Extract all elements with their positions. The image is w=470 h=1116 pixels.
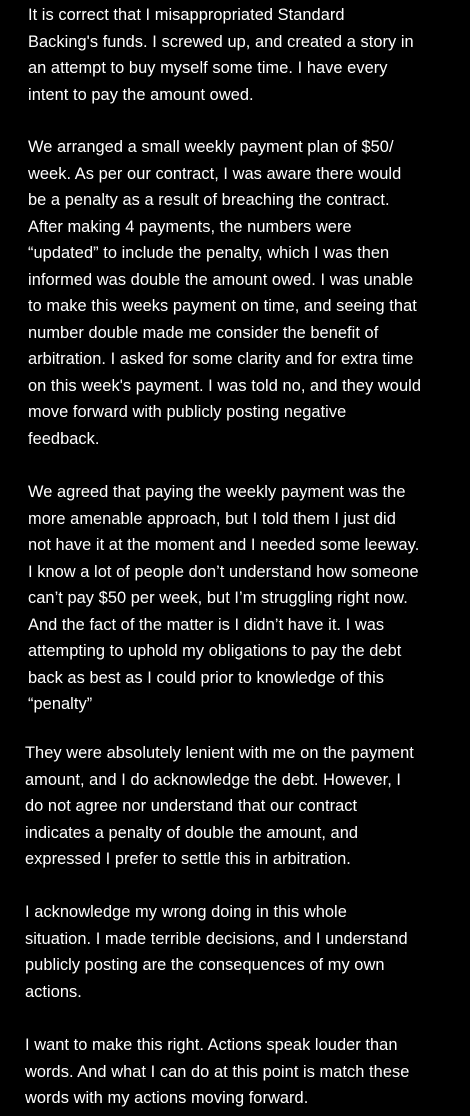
- text-line: I acknowledge my wrong doing in this whole: [25, 903, 347, 921]
- text-line: They were absolutely lenient with me on the payment: [25, 744, 414, 762]
- paragraph-5: [25, 899, 408, 1005]
- text-line: attempting to uphold my obligations to pay the debt: [28, 642, 402, 660]
- text-line: move forward with publicly posting negative: [28, 403, 347, 421]
- text-line: feedback.: [28, 429, 100, 448]
- text-line: I know a lot of people don’t understand how someone: [28, 562, 419, 581]
- text-line: And the fact of the matter is I didn’t have it. I was: [28, 615, 385, 634]
- paragraph-1: [28, 2, 414, 108]
- paragraph-4: [25, 740, 414, 873]
- text-line: do not agree nor understand that our contract: [25, 797, 358, 815]
- paragraph-2: [28, 134, 421, 452]
- text-line: “penalty”: [28, 695, 93, 713]
- text-line: on this week's payment. I was told no, and they would: [28, 376, 421, 395]
- text-line: week. As per our contract, I was aware there would: [28, 164, 402, 183]
- text-line: number double made me consider the benefit of: [28, 323, 379, 342]
- text-line: expressed I prefer to settle this in arbitration.: [25, 850, 351, 868]
- text-line: I want to make this right. Actions speak louder than: [25, 1036, 398, 1054]
- text-line: can’t pay $50 per week, but I’m struggling right now.: [28, 589, 408, 607]
- text-line: arbitration. I asked for some clarity and for extra time: [28, 350, 414, 368]
- text-line: “updated” to include the penalty, which I was then: [28, 244, 390, 262]
- text-line: more amenable approach, but I told them I just did: [28, 509, 396, 528]
- text-line: Backing's funds. I screwed up, and created a story in: [28, 32, 414, 51]
- paragraph-6: [25, 1032, 409, 1112]
- text-line: amount, and I do acknowledge the debt. However, I: [25, 770, 402, 789]
- text-line: be a penalty as a result of breaching the contract.: [28, 191, 390, 209]
- text-line: back as best as I could prior to knowledge of this: [28, 668, 385, 687]
- text-line: indicates a penalty of double the amount, and: [25, 823, 359, 842]
- text-line: actions.: [25, 982, 82, 1001]
- text-line: We arranged a small weekly payment plan of $50/: [28, 138, 394, 156]
- text-line: publicly posting are the consequences of my own: [25, 956, 385, 974]
- text-line: words. And what I can do at this point is match these: [25, 1062, 410, 1081]
- text-line: After making 4 payments, the numbers were: [28, 217, 352, 236]
- text-line: words with my actions moving forward.: [25, 1089, 309, 1107]
- text-line: We agreed that paying the weekly payment was the: [28, 483, 406, 501]
- text-line: an attempt to buy myself some time. I have every: [28, 59, 388, 77]
- text-line: not have it at the moment and I needed some leeway.: [28, 536, 420, 554]
- text-line: intent to pay the amount owed.: [28, 85, 254, 104]
- text-line: to make this weeks payment on time, and seeing that: [28, 297, 417, 315]
- text-line: informed was double the amount owed. I was unable: [28, 270, 414, 289]
- paragraph-3: [28, 479, 419, 718]
- text-line: It is correct that I misappropriated Standard: [28, 6, 345, 24]
- text-line: situation. I made terrible decisions, and I understand: [25, 929, 408, 948]
